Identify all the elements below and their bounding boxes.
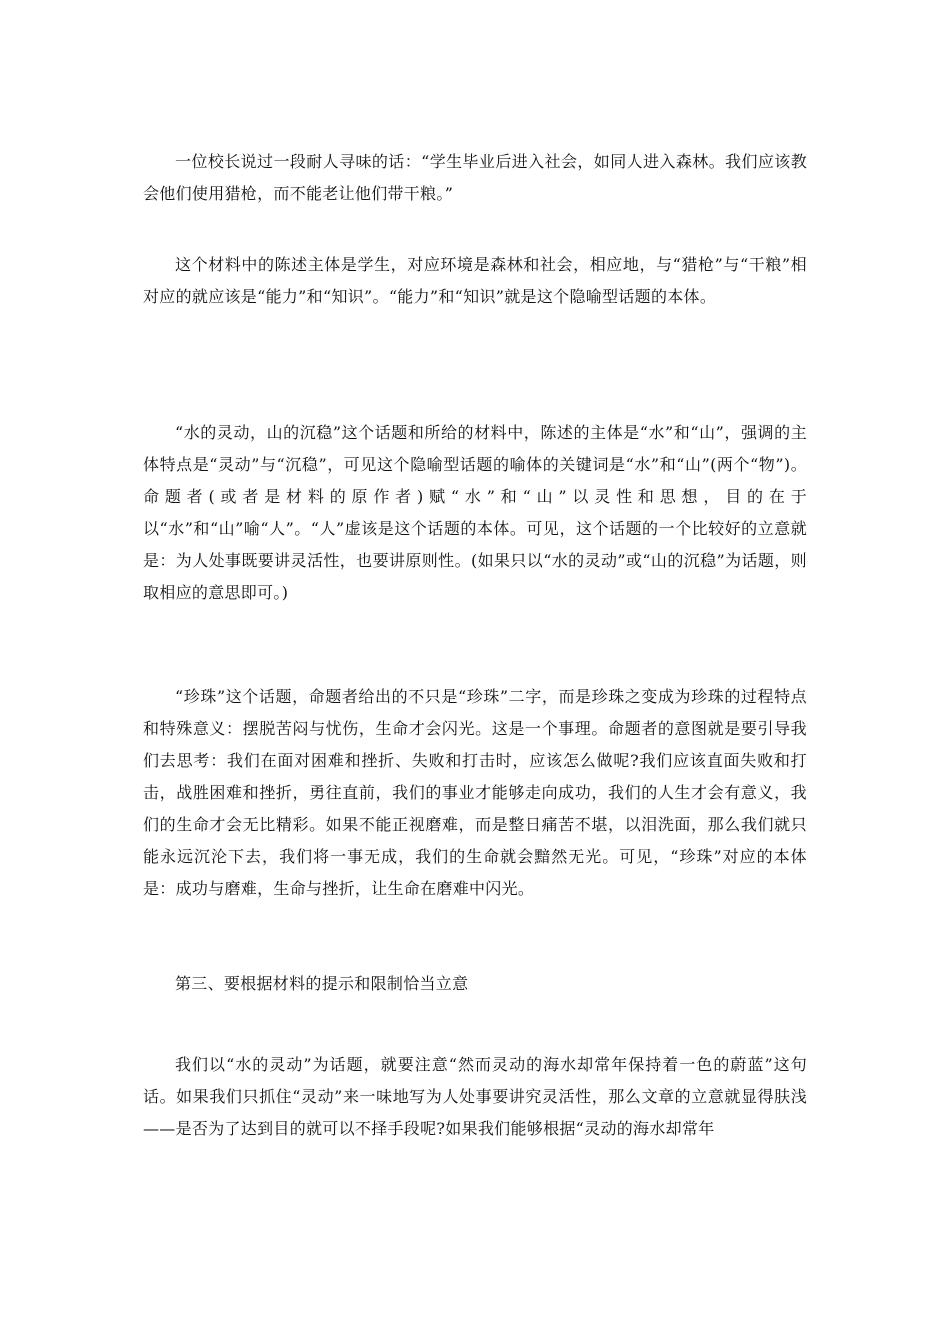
paragraph-school-principal-quote: 一位校长说过一段耐人寻味的话：“学生毕业后进入社会，如同人进入森林。我们应该教会他们使用猎枪，而不能老让他们带干粮。” [143,152,807,203]
paragraph-water-mountain-topic: “水的灵动，山的沉稳”这个话题和所给的材料中，陈述的主体是“水”和“山”，强调的主体特点是“灵动”与“沉稳”，可见这个隐喻型话题的喻体的关键词是“水”和“山”(两个“物”)。命题者(或者是材料的原作者)赋“水”和“山”以灵性和思想，目的在于以“水”和“山”喻“人”。“人”虚该是这个话题的本体。可见，这个话题的一个比较好的立意就是：为人处事既要讲灵活性，也要讲原则性。(如果只以“水的灵动”或“山的沉稳”为话题，则取相应的意思即可。) [143,423,807,602]
paragraph-metaphor-analysis: 这个材料中的陈述主体是学生，对应环境是森林和社会，相应地，与“猎枪”与“干粮”相对应的就应该是“能力”和“知识”。“能力”和“知识”就是这个隐喻型话题的本体。 [143,255,807,306]
section-heading-third-point: 第三、要根据材料的提示和限制恰当立意 [175,974,469,993]
paragraph-water-dynamism-example: 我们以“水的灵动”为话题，就要注意“然而灵动的海水却常年保持着一色的蔚蓝”这句话。如果我们只抓住“灵动”来一味地写为人处事要讲究灵活性，那么文章的立意就显得肤浅——是否为了达到目的就可以不择手段呢?如果我们能够根据“灵动的海水却常年 [143,1055,807,1138]
paragraph-pearl-topic: “珍珠”这个话题，命题者给出的不只是“珍珠”二字，而是珍珠之变成为珍珠的过程特点和特殊意义：摆脱苦闷与忧伤，生命才会闪光。这是一个事理。命题者的意图就是要引导我们去思考：我们在面对困难和挫折、失败和打击时，应该怎么做呢?我们应该直面失败和打击，战胜困难和挫折，勇往直前，我们的事业才能够走向成功，我们的人生才会有意义，我们的生命才会无比精彩。如果不能正视磨难，而是整日痛苦不堪，以泪洗面，那么我们就只能永远沉沦下去，我们将一事无成，我们的生命就会黯然无光。可见，“珍珠”对应的本体是：成功与磨难，生命与挫折，让生命在磨难中闪光。 [143,687,807,898]
